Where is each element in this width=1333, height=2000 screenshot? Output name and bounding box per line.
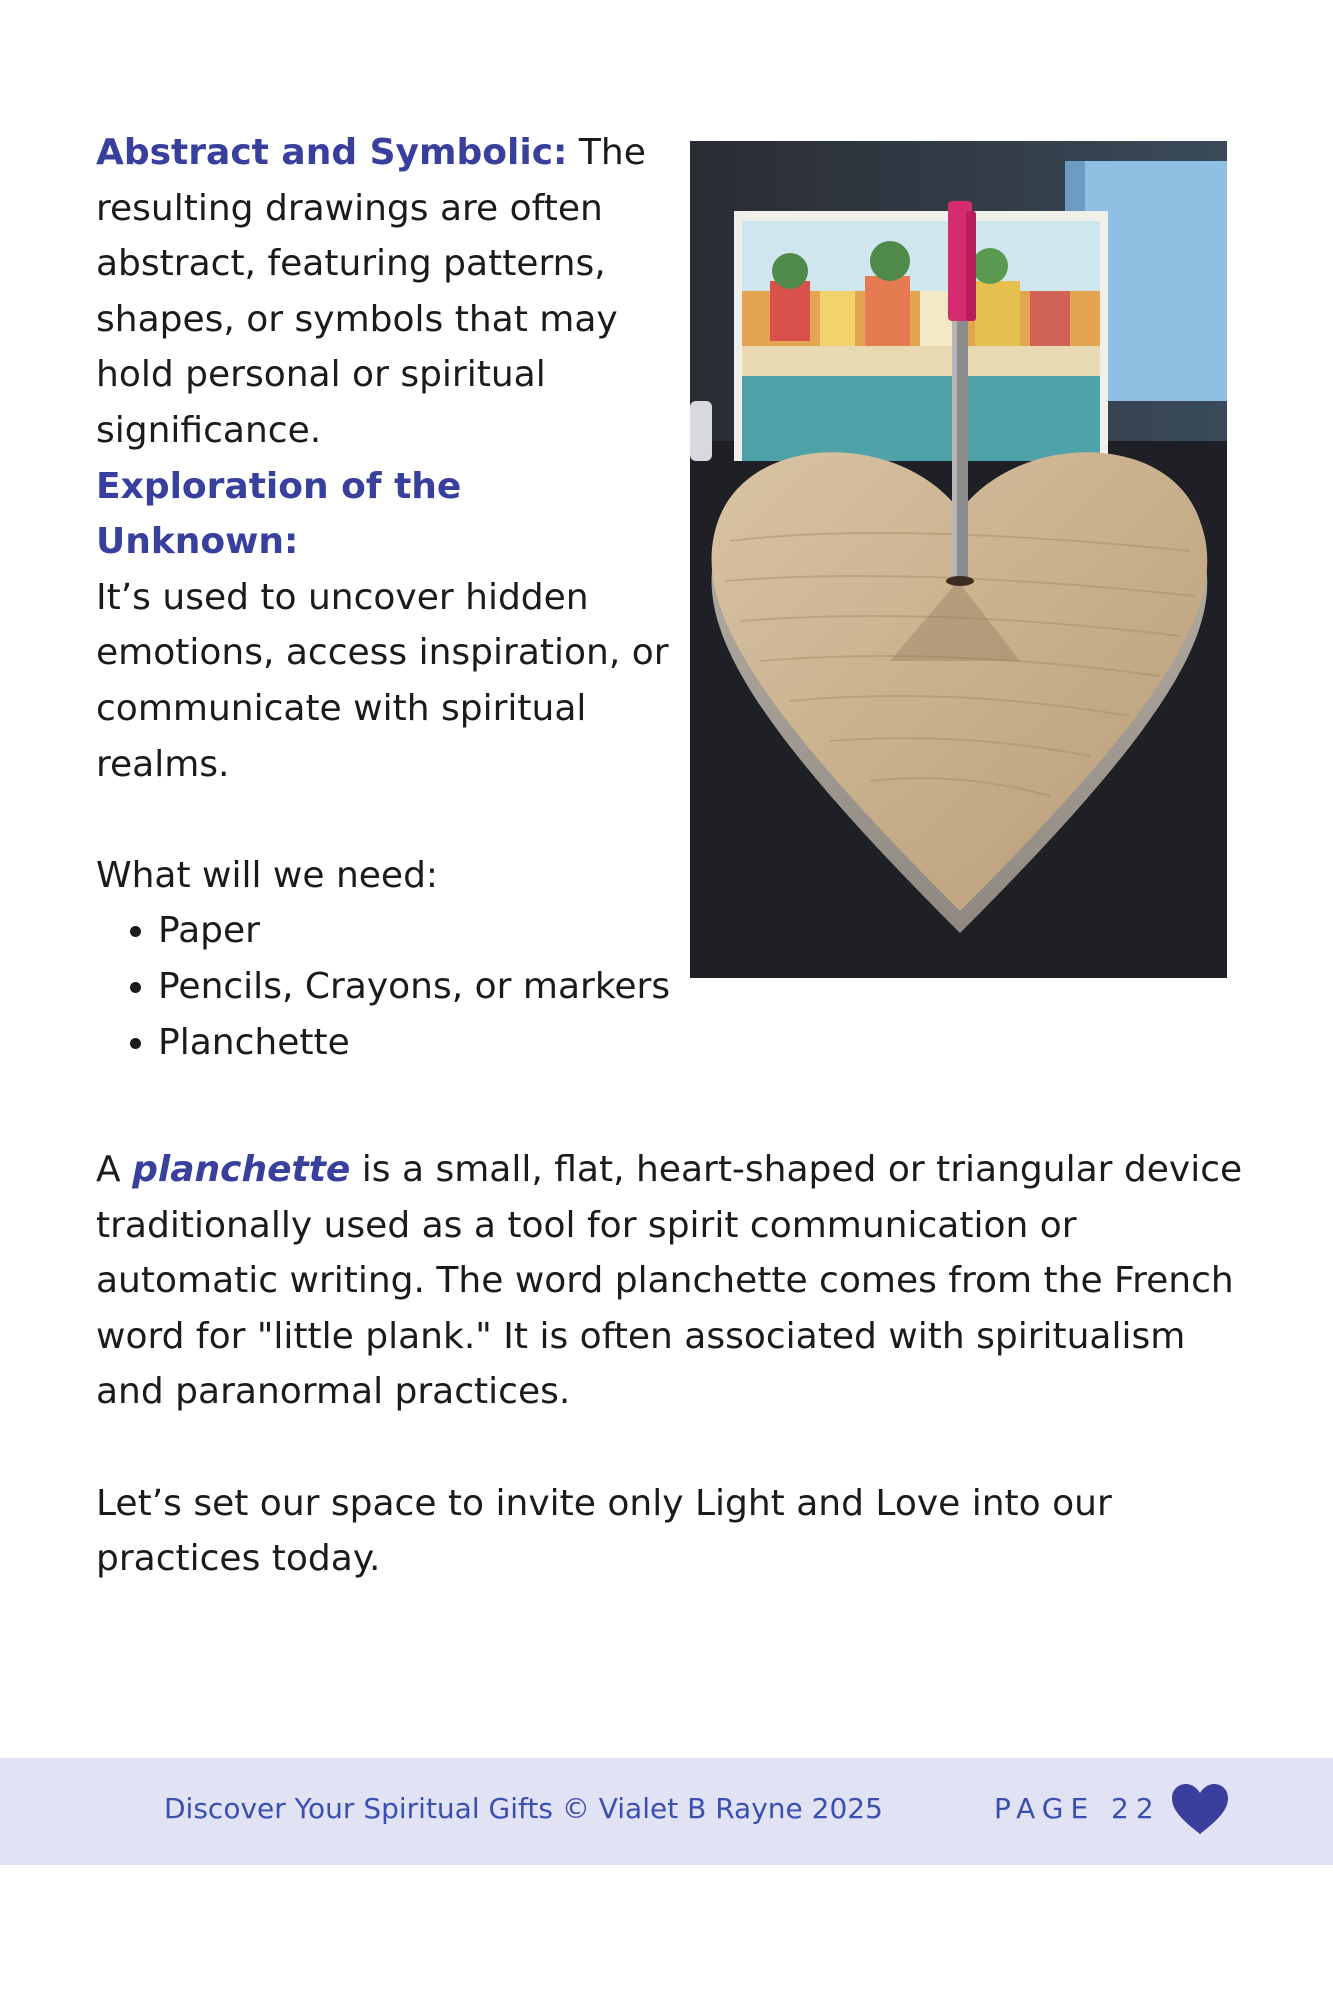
abstract-paragraph	[96, 125, 671, 459]
spacer	[96, 792, 671, 848]
heart-icon	[1172, 1784, 1228, 1836]
para1-rest: is a small, flat, heart-shaped or triangular device traditionally used as a tool for spirit communication or automatic writing. The word planchette comes from the French word for "little plank." It is often associated with spiritualism and paranormal practices.	[96, 1149, 1243, 1413]
page-number: PAGE 22	[994, 1792, 1161, 1825]
para1-lead: A	[96, 1149, 133, 1190]
spacer	[96, 1420, 1246, 1476]
abstract-heading: Abstract and Symbolic:	[96, 132, 568, 173]
exploration-heading: Exploration of the Unknown:	[96, 465, 462, 563]
needs-item: • Paper	[158, 903, 671, 959]
footer-copyright: Discover Your Spiritual Gifts © Vialet B Rayne 2025	[164, 1792, 883, 1825]
needs-list	[96, 903, 671, 1070]
heart-planchette-photo	[690, 141, 1227, 978]
needs-item: • Pencils, Crayons, or markers	[158, 959, 671, 1015]
left-column	[96, 125, 671, 1070]
abstract-text: The resulting drawings are often abstract, featuring patterns, shapes, or symbols that may hold personal or spiritual significance.	[96, 132, 646, 451]
needs-intro: What will we need:	[96, 854, 439, 896]
planchette-term: planchette	[132, 1149, 351, 1190]
needs-item: • Planchette	[158, 1015, 671, 1071]
page-footer	[0, 1758, 1333, 1865]
intention-paragraph: Let’s set our space to invite only Light and Love into our practices today.	[96, 1482, 1112, 1580]
body-text	[96, 1142, 1246, 1587]
planchette-paragraph	[96, 1142, 1246, 1420]
exploration-text: It’s used to uncover hidden emotions, access inspiration, or communicate with spiritual realms.	[96, 576, 669, 785]
